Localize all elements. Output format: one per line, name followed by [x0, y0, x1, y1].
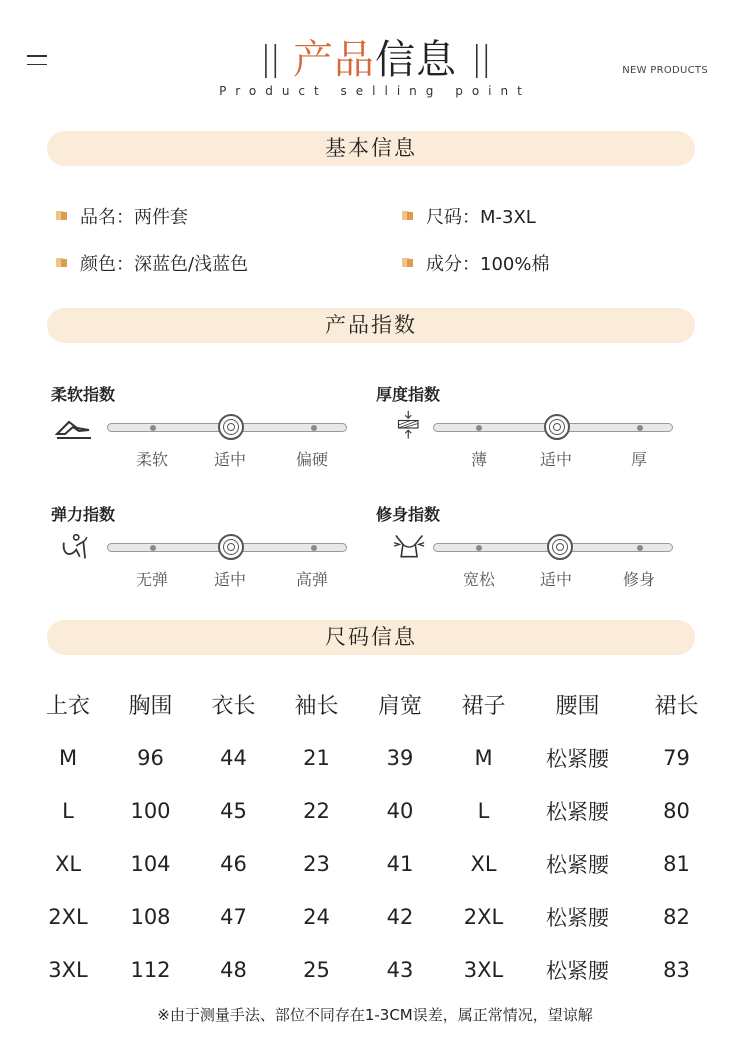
column-header: 衣长 — [211, 694, 256, 719]
basic-info-heading: 基本信息 — [47, 131, 695, 166]
column-header: 袖长 — [294, 694, 339, 719]
slider-dot — [311, 425, 317, 431]
size-table — [27, 678, 723, 996]
fit-label-high: 修身 — [622, 570, 655, 589]
softness-label-high: 偏硬 — [295, 450, 328, 469]
table-row — [27, 837, 723, 890]
table-cell: 108 — [130, 904, 171, 929]
table-cell: 112 — [130, 957, 171, 982]
page-title — [0, 28, 750, 85]
table-cell: 3XL — [48, 957, 88, 982]
elasticity-slider — [107, 543, 347, 552]
column-header: 胸围 — [128, 694, 173, 719]
index-title-softness: 柔软指数 — [51, 385, 116, 404]
slider-knob — [547, 534, 573, 560]
table-cell: 83 — [663, 957, 690, 982]
table-cell: 2XL — [48, 904, 88, 929]
info-item-color — [56, 250, 248, 276]
table-header-row — [27, 678, 723, 731]
elasticity-label-mid: 适中 — [213, 570, 246, 589]
softness-label-low: 柔软 — [135, 450, 168, 469]
column-header: 上衣 — [45, 694, 90, 719]
title-rest: 信息 — [375, 37, 457, 83]
table-row — [27, 890, 723, 943]
measurement-note: ※由于测量手法、部位不同存在1-3CM误差，属正常情况，望谅解 — [157, 1006, 593, 1024]
thickness-icon — [389, 410, 429, 440]
table-cell: 2XL — [463, 904, 504, 929]
table-cell: 松紧腰 — [546, 799, 609, 824]
table-cell: 21 — [303, 745, 330, 770]
feather-icon — [55, 414, 95, 444]
info-item-material — [402, 250, 549, 276]
title-accent: 产品 — [293, 37, 375, 83]
bullet-icon — [56, 258, 66, 268]
slider-dot — [637, 545, 643, 551]
table-cell: XL — [470, 851, 497, 876]
table-cell: 24 — [303, 904, 330, 929]
table-cell: 3XL — [463, 957, 504, 982]
elasticity-label-high: 高弹 — [295, 570, 328, 589]
table-cell: 松紧腰 — [546, 958, 609, 983]
index-title-elasticity: 弹力指数 — [51, 505, 116, 524]
bullet-icon — [402, 211, 412, 221]
table-cell: 松紧腰 — [546, 852, 609, 877]
table-cell: 80 — [663, 798, 690, 823]
column-header: 腰围 — [555, 694, 600, 719]
table-cell: 46 — [220, 851, 247, 876]
table-cell: 44 — [220, 745, 247, 770]
column-header: 裙子 — [461, 694, 506, 719]
fit-label-mid: 适中 — [539, 570, 572, 589]
table-cell: 96 — [137, 745, 164, 770]
thickness-slider — [433, 423, 673, 432]
elasticity-label-low: 无弹 — [135, 570, 168, 589]
table-cell: 42 — [386, 904, 414, 929]
slider-dot — [637, 425, 643, 431]
slider-dot — [150, 545, 156, 551]
slider-dot — [476, 545, 482, 551]
table-cell: 23 — [303, 851, 330, 876]
softness-label-mid: 适中 — [213, 450, 246, 469]
slider-dot — [311, 545, 317, 551]
slider-knob — [544, 414, 570, 440]
table-cell: 39 — [386, 745, 414, 770]
table-cell: M — [474, 745, 493, 770]
thickness-label-high: 厚 — [630, 450, 647, 469]
index-title-thickness: 厚度指数 — [376, 385, 441, 404]
table-row — [27, 943, 723, 996]
title-bar-left: || — [260, 39, 279, 79]
info-item-label: 尺码：M-3XL — [426, 207, 536, 228]
table-cell: 22 — [303, 798, 330, 823]
bullet-icon — [56, 211, 66, 221]
table-cell: 43 — [386, 957, 414, 982]
table-cell: 松紧腰 — [546, 746, 609, 771]
stretch-icon — [58, 532, 98, 562]
table-cell: 48 — [220, 957, 247, 982]
table-cell: 100 — [130, 798, 171, 823]
table-row — [27, 731, 723, 784]
thickness-label-low: 薄 — [470, 450, 487, 469]
info-item-size — [402, 203, 536, 229]
table-cell: 松紧腰 — [546, 905, 609, 930]
slider-dot — [476, 425, 482, 431]
page-subtitle: Product selling point — [219, 84, 531, 98]
slider-knob — [218, 534, 244, 560]
column-header: 肩宽 — [377, 694, 422, 719]
product-index-heading: 产品指数 — [47, 308, 695, 343]
table-row — [27, 784, 723, 837]
info-item-name — [56, 203, 188, 229]
thickness-label-mid: 适中 — [539, 450, 572, 469]
table-cell: M — [58, 745, 78, 770]
fit-slider — [433, 543, 673, 552]
title-bar-right: || — [471, 39, 490, 79]
table-cell: 104 — [130, 851, 171, 876]
index-title-fit: 修身指数 — [376, 505, 441, 524]
table-cell: 25 — [303, 957, 330, 982]
table-cell: 41 — [386, 851, 414, 876]
info-item-label: 品名：两件套 — [80, 207, 188, 228]
table-cell: 45 — [220, 798, 247, 823]
table-cell: 47 — [220, 904, 247, 929]
slider-knob — [218, 414, 244, 440]
softness-slider — [107, 423, 347, 432]
body-fit-icon — [390, 532, 430, 562]
info-item-label: 颜色：深蓝色/浅蓝色 — [80, 254, 249, 275]
column-header: 裙长 — [654, 694, 699, 719]
new-products-label: NEW PRODUCTS — [622, 65, 708, 76]
fit-label-low: 宽松 — [462, 570, 495, 589]
table-cell: XL — [54, 851, 82, 876]
table-cell: L — [62, 798, 74, 823]
table-cell: 81 — [663, 851, 690, 876]
table-cell: 79 — [663, 745, 690, 770]
table-cell: 40 — [386, 798, 414, 823]
slider-dot — [150, 425, 156, 431]
table-cell: L — [477, 798, 490, 823]
bullet-icon — [402, 258, 412, 268]
table-cell: 82 — [663, 904, 690, 929]
size-info-heading: 尺码信息 — [47, 620, 695, 655]
info-item-label: 成分：100%棉 — [426, 254, 550, 275]
